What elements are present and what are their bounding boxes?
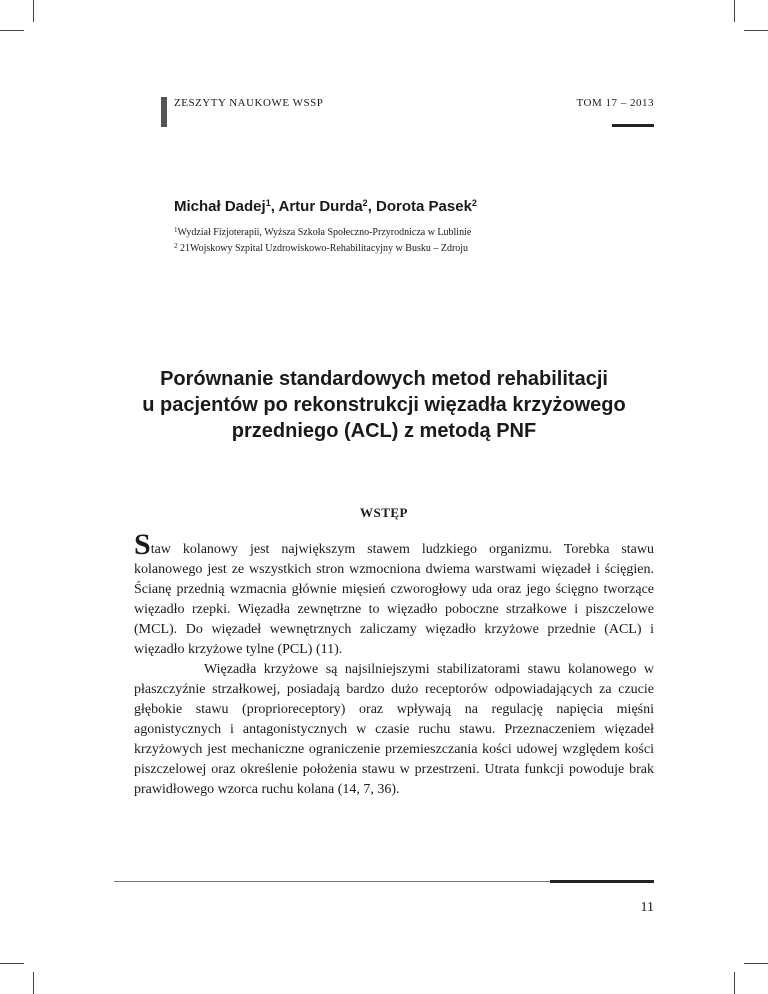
page-number: 11 bbox=[640, 900, 654, 915]
running-header bbox=[161, 97, 654, 127]
body-text bbox=[134, 528, 654, 800]
crop-mark bbox=[0, 963, 24, 964]
author-affiliation-mark: 2 bbox=[362, 198, 368, 208]
section-heading: WSTĘP bbox=[359, 505, 408, 520]
crop-mark bbox=[744, 963, 768, 964]
header-rule bbox=[612, 124, 654, 127]
crop-mark bbox=[734, 0, 735, 22]
journal-name: ZESZYTY NAUKOWE WSSP bbox=[174, 97, 324, 109]
title-line: Porównanie standardowych metod rehabilitacji bbox=[160, 368, 608, 390]
paper-title bbox=[114, 366, 654, 444]
footer-rule-accent bbox=[550, 880, 654, 883]
crop-mark bbox=[33, 0, 34, 22]
title-line: przedniego (ACL) z metodą PNF bbox=[231, 420, 537, 442]
paragraph: Więzadła krzyżowe są najsilniejszymi stabilizatorami stawu kolanowego w płaszczyźnie strzałkowej, posiadają bardzo dużo receptorów odpowiadających za czucie głębokie stawu (proprioreceptory) oraz wpływają na regulację napięcia mięśni agonistycznych i antagonistycznych w czasie ruchu stawu. Przeznaczeniem więzadeł krzyżowych jest mechaniczne ograniczenie przemieszczania kości udowej względem kości piszczelowej oraz określenie położenia stawu w przestrzeni. Utrata funkcji powoduje brak prawidłowego wzorca ruchu kolana (14, 7, 36). bbox=[134, 662, 654, 797]
title-line: u pacjentów po rekonstrukcji więzadła krzyżowego bbox=[142, 394, 626, 416]
volume-label: TOM 17 – 2013 bbox=[576, 97, 654, 109]
crop-mark bbox=[0, 30, 24, 31]
crop-mark bbox=[734, 972, 735, 994]
author-affiliation-mark: 1 bbox=[265, 198, 271, 208]
author-list: Michał Dadej$^1$, Artur Durda$^2$, Dorota Pasek$^2$ bbox=[174, 198, 477, 215]
author-name: Artur Durda bbox=[278, 198, 363, 215]
affiliation-2: $^2$ 21Wojskowy Szpital Uzdrowiskowo-Rehabilitacyjny w Busku – Zdroju bbox=[174, 242, 469, 254]
author-name: Michał Dadej bbox=[174, 198, 266, 215]
affiliation-1: $^1$Wydział Fizjoterapii, Wyższa Szkoła Społeczno-Przyrodnicza w Lublinie bbox=[174, 226, 472, 238]
crop-mark bbox=[33, 972, 34, 994]
author-affiliation-mark: 2 bbox=[471, 198, 477, 208]
header-bar bbox=[161, 97, 167, 127]
crop-mark bbox=[744, 30, 768, 31]
paragraph: Staw kolanowy jest największym stawem ludzkiego organizmu. Torebka stawu kolanowego jest ze wszystkich stron wzmocniona dwiema warstwami więzadeł i ścięgien. Ścianę przednią wzmacnia głównie mięsień czworogłowy uda oraz jego ścięgno tworzące więzadło rzepki. Więzadła zewnętrzne to więzadło poboczne strzałkowe i piszczelowe (MCL). Do więzadeł wewnętrznych zaliczamy więzadło krzyżowe przednie (ACL) i więzadło krzyżowe tylne (PCL) (11). bbox=[134, 528, 654, 657]
drop-cap: S bbox=[134, 528, 151, 561]
author-name: Dorota Pasek bbox=[376, 198, 472, 215]
